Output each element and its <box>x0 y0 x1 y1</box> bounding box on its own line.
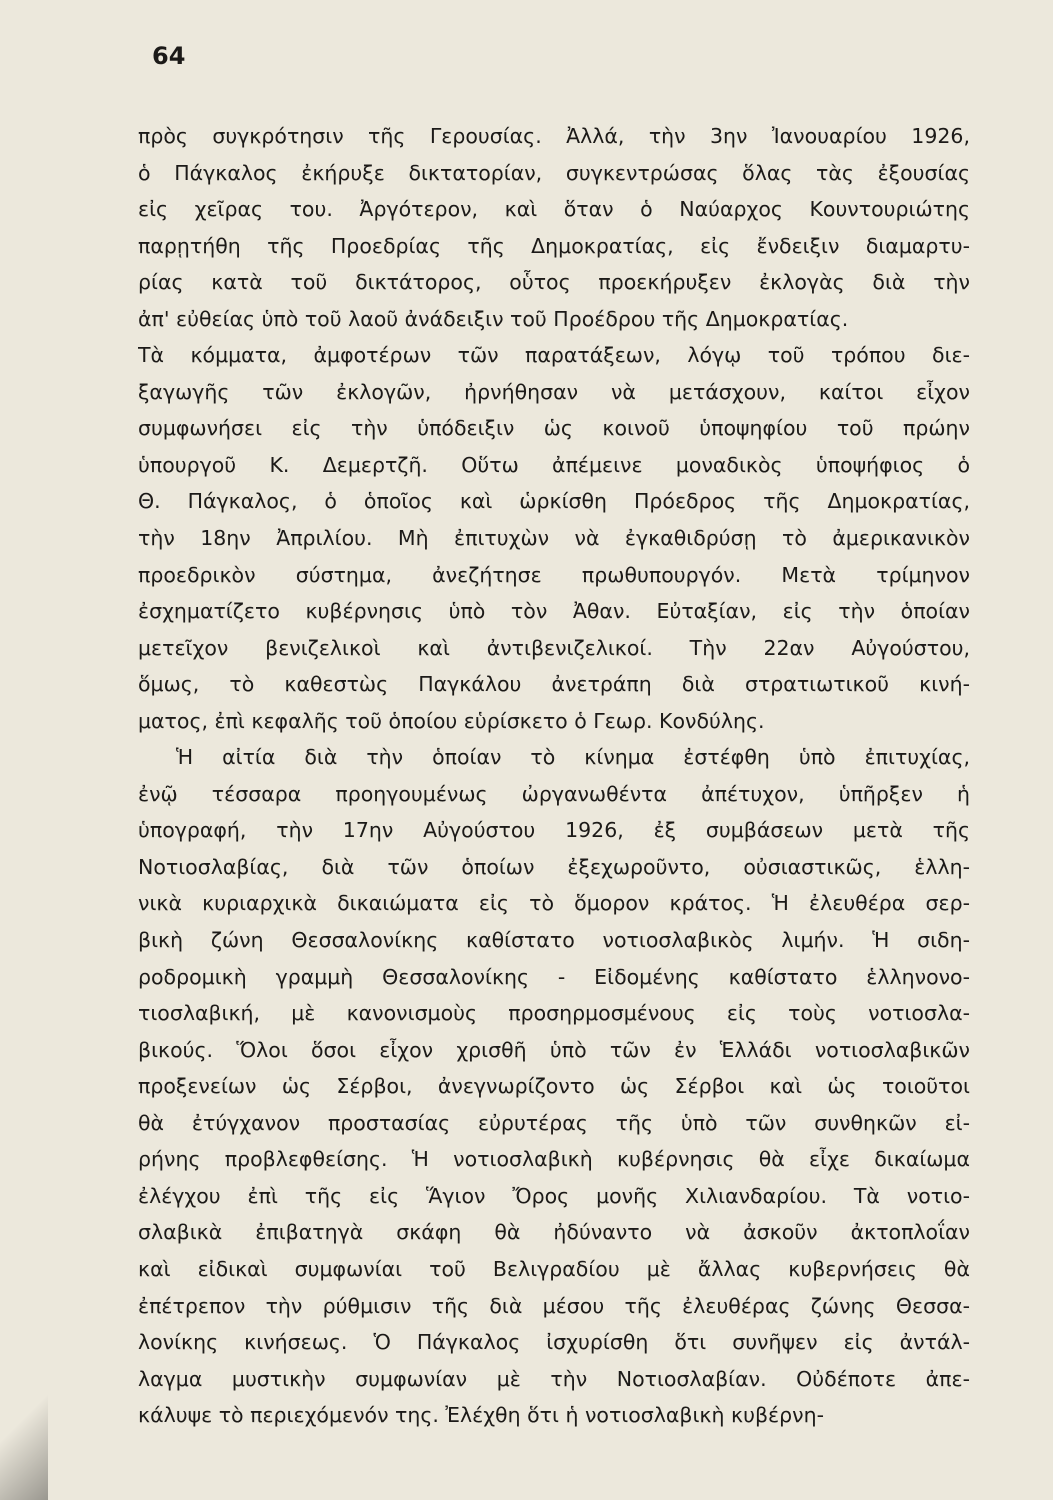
text-line: καὶ εἰδικαὶ συμφωνίαι τοῦ Βελιγραδίου μὲ ἄλλας κυβερνήσεις θὰ <box>138 1256 970 1281</box>
text-line: ὑπουργοῦ Κ. Δεμερτζῆ. Οὕτω ἀπέμεινε μοναδικὸς ὑποψήφιος ὁ <box>138 452 970 477</box>
page-corner-shadow <box>0 1370 48 1500</box>
text-line: θὰ ἐτύγχανον προστασίας εὐρυτέρας τῆς ὑπὸ τῶν συνθηκῶν εἰ- <box>138 1110 970 1135</box>
text-line: ὑπογραφή, τὴν 17ην Αὐγούστου 1926, ἐξ συμβάσεων μετὰ τῆς <box>138 818 970 843</box>
text-line: προξενείων ὡς Σέρβοι, ἀνεγνωρίζοντο ὡς Σέρβοι καὶ ὡς τοιοῦτοι <box>138 1074 970 1099</box>
text-line: συμφωνήσει εἰς τὴν ὑπόδειξιν ὡς κοινοῦ ὑποψηφίου τοῦ πρώην <box>138 416 970 441</box>
text-line: παρῃτήθη τῆς Προεδρίας τῆς Δημοκρατίας, εἰς ἔνδειξιν διαμαρτυ- <box>138 233 970 258</box>
text-line: ρήνης προβλεφθείσης. Ἡ νοτιοσλαβικὴ κυβέρνησις θὰ εἶχε δικαίωμα <box>138 1147 970 1172</box>
text-line: ἐνῷ τέσσαρα προηγουμένως ὠργανωθέντα ἀπέτυχον, ὑπῆρξεν ἡ <box>138 781 970 806</box>
text-line: ξαγωγῆς τῶν ἐκλογῶν, ἠρνήθησαν νὰ μετάσχουν, καίτοι εἶχον <box>138 379 970 404</box>
text-line: κάλυψε τὸ περιεχόμενόν της. Ἐλέχθη ὅτι ἡ νοτιοσλαβικὴ κυβέρνη- <box>138 1403 824 1428</box>
text-line: Νοτιοσλαβίας, διὰ τῶν ὁποίων ἐξεχωροῦντο, οὐσιαστικῶς, ἑλλη- <box>138 854 970 879</box>
text-line: πρὸς συγκρότησιν τῆς Γερουσίας. Ἀλλά, τὴν 3ην Ἰανουαρίου 1926, <box>138 124 970 148</box>
text-line: ρίας κατὰ τοῦ δικτάτορος, οὗτος προεκήρυξεν ἐκλογὰς διὰ τὴν <box>138 270 970 295</box>
body-text <box>138 118 970 1434</box>
text-line: μετεῖχον βενιζελικοὶ καὶ ἀντιβενιζελικοί. Τὴν 22αν Αὐγούστου, <box>138 635 970 660</box>
text-line: Θ. Πάγκαλος, ὁ ὁποῖος καὶ ὡρκίσθη Πρόεδρος τῆς Δημοκρατίας, <box>138 489 970 514</box>
text-line: εἰς χεῖρας του. Ἀργότερον, καὶ ὅταν ὁ Ναύαρχος Κουντουριώτης <box>138 197 970 222</box>
text-line: λαγμα μυστικὴν συμφωνίαν μὲ τὴν Νοτιοσλαβίαν. Οὐδέποτε ἀπε- <box>138 1366 970 1391</box>
text-line: ὁ Πάγκαλος ἐκήρυξε δικτατορίαν, συγκεντρώσας ὅλας τὰς ἐξουσίας <box>138 160 970 185</box>
text-line: ματος, ἐπὶ κεφαλῆς τοῦ ὁποίου εὑρίσκετο ὁ Γεωρ. Κονδύλης. <box>138 708 765 733</box>
text-line: βικούς. Ὅλοι ὅσοι εἶχον χρισθῆ ὑπὸ τῶν ἐν Ἑλλάδι νοτιοσλαβικῶν <box>138 1037 970 1062</box>
text-line: βικὴ ζώνη Θεσσαλονίκης καθίστατο νοτιοσλαβικὸς λιμήν. Ἡ σιδη- <box>138 928 970 953</box>
text-line: τὴν 18ην Ἀπριλίου. Μὴ ἐπιτυχὼν νὰ ἐγκαθιδρύσῃ τὸ ἀμερικανικὸν <box>138 526 970 551</box>
text-line: ροδρομικὴ γραμμὴ Θεσσαλονίκης - Εἰδομένης καθίστατο ἑλληνονο- <box>138 964 970 989</box>
text-line: ἐλέγχου ἐπὶ τῆς εἰς Ἅγιον Ὄρος μονῆς Χιλιανδαρίου. Τὰ νοτιο- <box>138 1183 970 1208</box>
page-number: 64 <box>152 42 186 70</box>
text-line: νικὰ κυριαρχικὰ δικαιώματα εἰς τὸ ὅμορον κράτος. Ἡ ἐλευθέρα σερ- <box>138 891 970 916</box>
text-line: τιοσλαβική, μὲ κανονισμοὺς προσηρμοσμένους εἰς τοὺς νοτιοσλα- <box>138 1001 970 1026</box>
text-line: ἐπέτρεπον τὴν ρύθμισιν τῆς διὰ μέσου τῆς ἐλευθέρας ζώνης Θεσσα- <box>138 1293 970 1318</box>
text-line: ἐσχηματίζετο κυβέρνησις ὑπὸ τὸν Ἀθαν. Εὐταξίαν, εἰς τὴν ὁποίαν <box>138 599 970 624</box>
text-line: ἀπ' εὐθείας ὑπὸ τοῦ λαοῦ ἀνάδειξιν τοῦ Προέδρου τῆς Δημοκρατίας. <box>138 306 849 331</box>
text-line: σλαβικὰ ἐπιβατηγὰ σκάφη θὰ ἠδύναντο νὰ ἀσκοῦν ἀκτοπλοΐαν <box>138 1220 970 1245</box>
text-line: Ἡ αἰτία διὰ τὴν ὁποίαν τὸ κίνημα ἐστέφθη ὑπὸ ἐπιτυχίας, <box>176 745 970 770</box>
text-line: ὅμως, τὸ καθεστὼς Παγκάλου ἀνετράπη διὰ στρατιωτικοῦ κινή- <box>138 672 970 697</box>
text-line: Τὰ κόμματα, ἀμφοτέρων τῶν παρατάξεων, λόγῳ τοῦ τρόπου διε- <box>138 343 970 368</box>
text-line: προεδρικὸν σύστημα, ἀνεζήτησε πρωθυπουργόν. Μετὰ τρίμηνον <box>138 562 970 587</box>
text-line: λονίκης κινήσεως. Ὁ Πάγκαλος ἰσχυρίσθη ὅτι συνῆψεν εἰς ἀντάλ- <box>138 1330 970 1355</box>
